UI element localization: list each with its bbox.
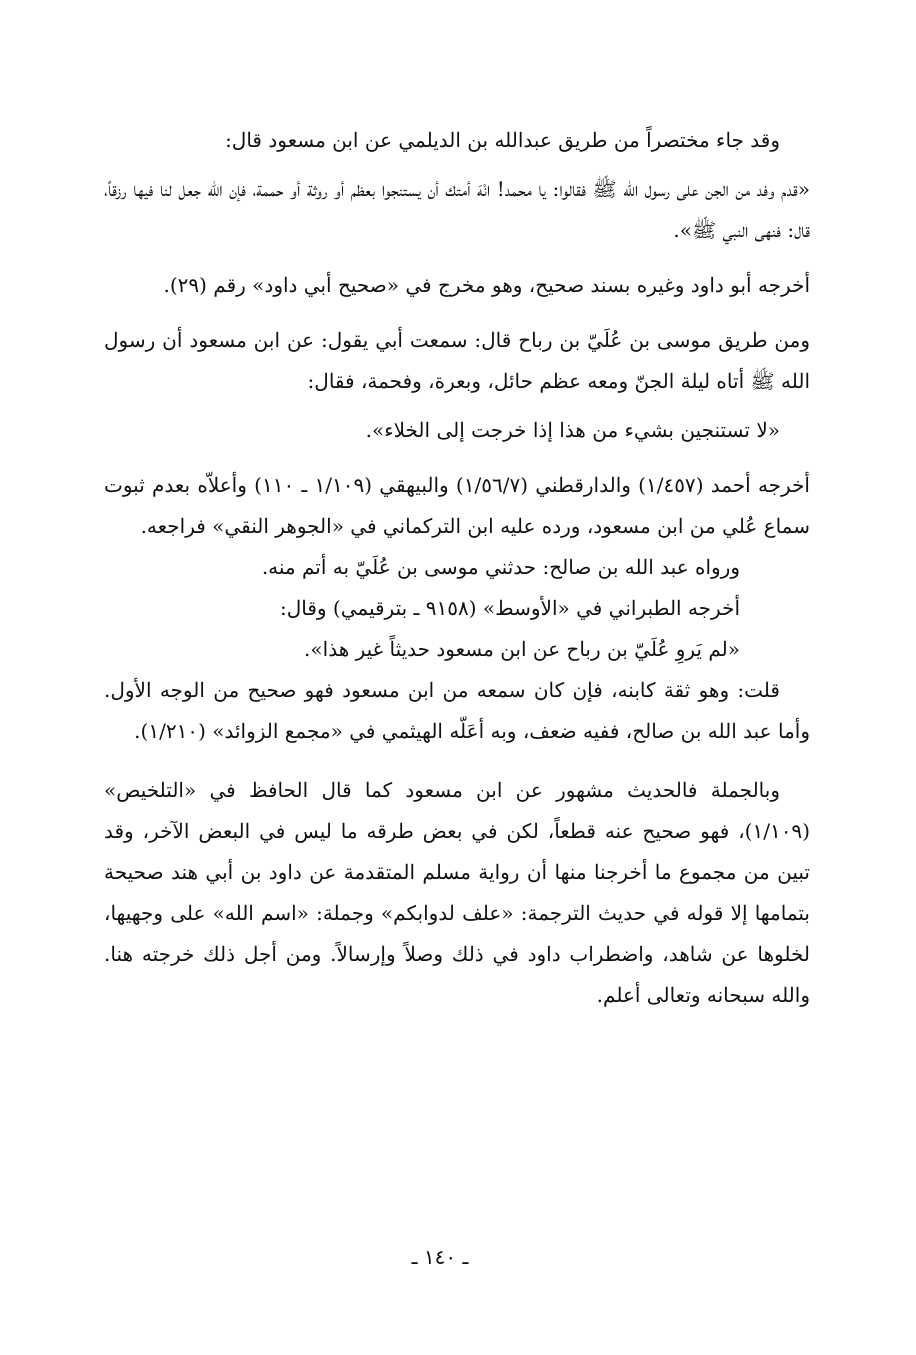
conclusion-paragraph: وبالجملة فالحديث مشهور عن ابن مسعود كما قال الحافظ في «التلخيص» (١/١٠٩)، فهو صحيح عنه قطعاً، لكن في بعض طرقه ما ليس في البعض الآخر، وقد تبين من مجموع ما أخرجنا منها أن رواية مسلم المتقدمة عن داود بن أبي هند صحيحة بتمامها إلا قوله في حديث الترجمة: «علف لدوابكم» وجملة: «اسم الله» على وجهيها، لخلوها عن شاهد، واضطراب داود في ذلك وصلاً وإرسالاً. ومن أجل ذلك خرجته هنا. والله سبحانه وتعالى أعلم.: [104, 778, 810, 1007]
hadith-quote-1: «قدم وفد من الجن على رسول الله ﷺ فقالوا: يا محمد! انْهَ أمتك أن يستنجوا بعظم أو روثة أو حممة، فإن الله جعل لنا فيها رزقاً، قال: فنهى النبي ﷺ».: [104, 177, 810, 242]
chain-paragraph: ومن طريق موسى بن عُلَيّ بن رباح قال: سمعت أبي يقول: عن ابن مسعود أن رسول الله ﷺ أتاه ليلة الجنّ ومعه عظم حائل، وبعرة، وفحمة، فقال:: [104, 328, 810, 393]
page-number: ـ ١٤٠ ـ: [411, 1245, 469, 1269]
intro-paragraph: وقد جاء مختصراً من طريق عبدالله بن الديلمي عن ابن مسعود قال:: [225, 128, 780, 152]
hadith-quote-2: «لا تستنجين بشيء من هذا إذا خرجت إلى الخلاء».: [365, 418, 780, 442]
commentary-paragraph: قلت: وهو ثقة كابنه، فإن كان سمعه من ابن مسعود فهو صحيح من الوجه الأول. وأما عبد الله بن صالح، ففيه ضعف، وبه أعَلّه الهيثمي في «مجمع الزوائد» (١/٢١٠).: [104, 678, 810, 743]
narration-line-1: ورواه عبد الله بن صالح: حدثني موسى بن عُلَيّ به أتم منه.: [261, 555, 740, 579]
takhrij-paragraph-1: أخرجه أبو داود وغيره بسند صحيح، وهو مخرج في «صحيح أبي داود» رقم (٢٩).: [163, 273, 810, 297]
takhrij-paragraph-2: أخرجه أحمد (١/٤٥٧) والدارقطني (١/٥٦/٧) والبيهقي (١/١٠٩ ـ ١١٠) وأعلاّه بعدم ثبوت سماع عُلي من ابن مسعود، ورده عليه ابن التركماني في «الجوهر النقي» فراجعه.: [104, 473, 810, 538]
document-body: [104, 120, 810, 1016]
narration-quote: «لم يَروِ عُلَيّ بن رباح عن ابن مسعود حديثاً غير هذا».: [304, 637, 740, 661]
narration-line-2: أخرجه الطبراني في «الأوسط» (٩١٥٨ ـ بترقيمي) وقال:: [279, 596, 740, 620]
